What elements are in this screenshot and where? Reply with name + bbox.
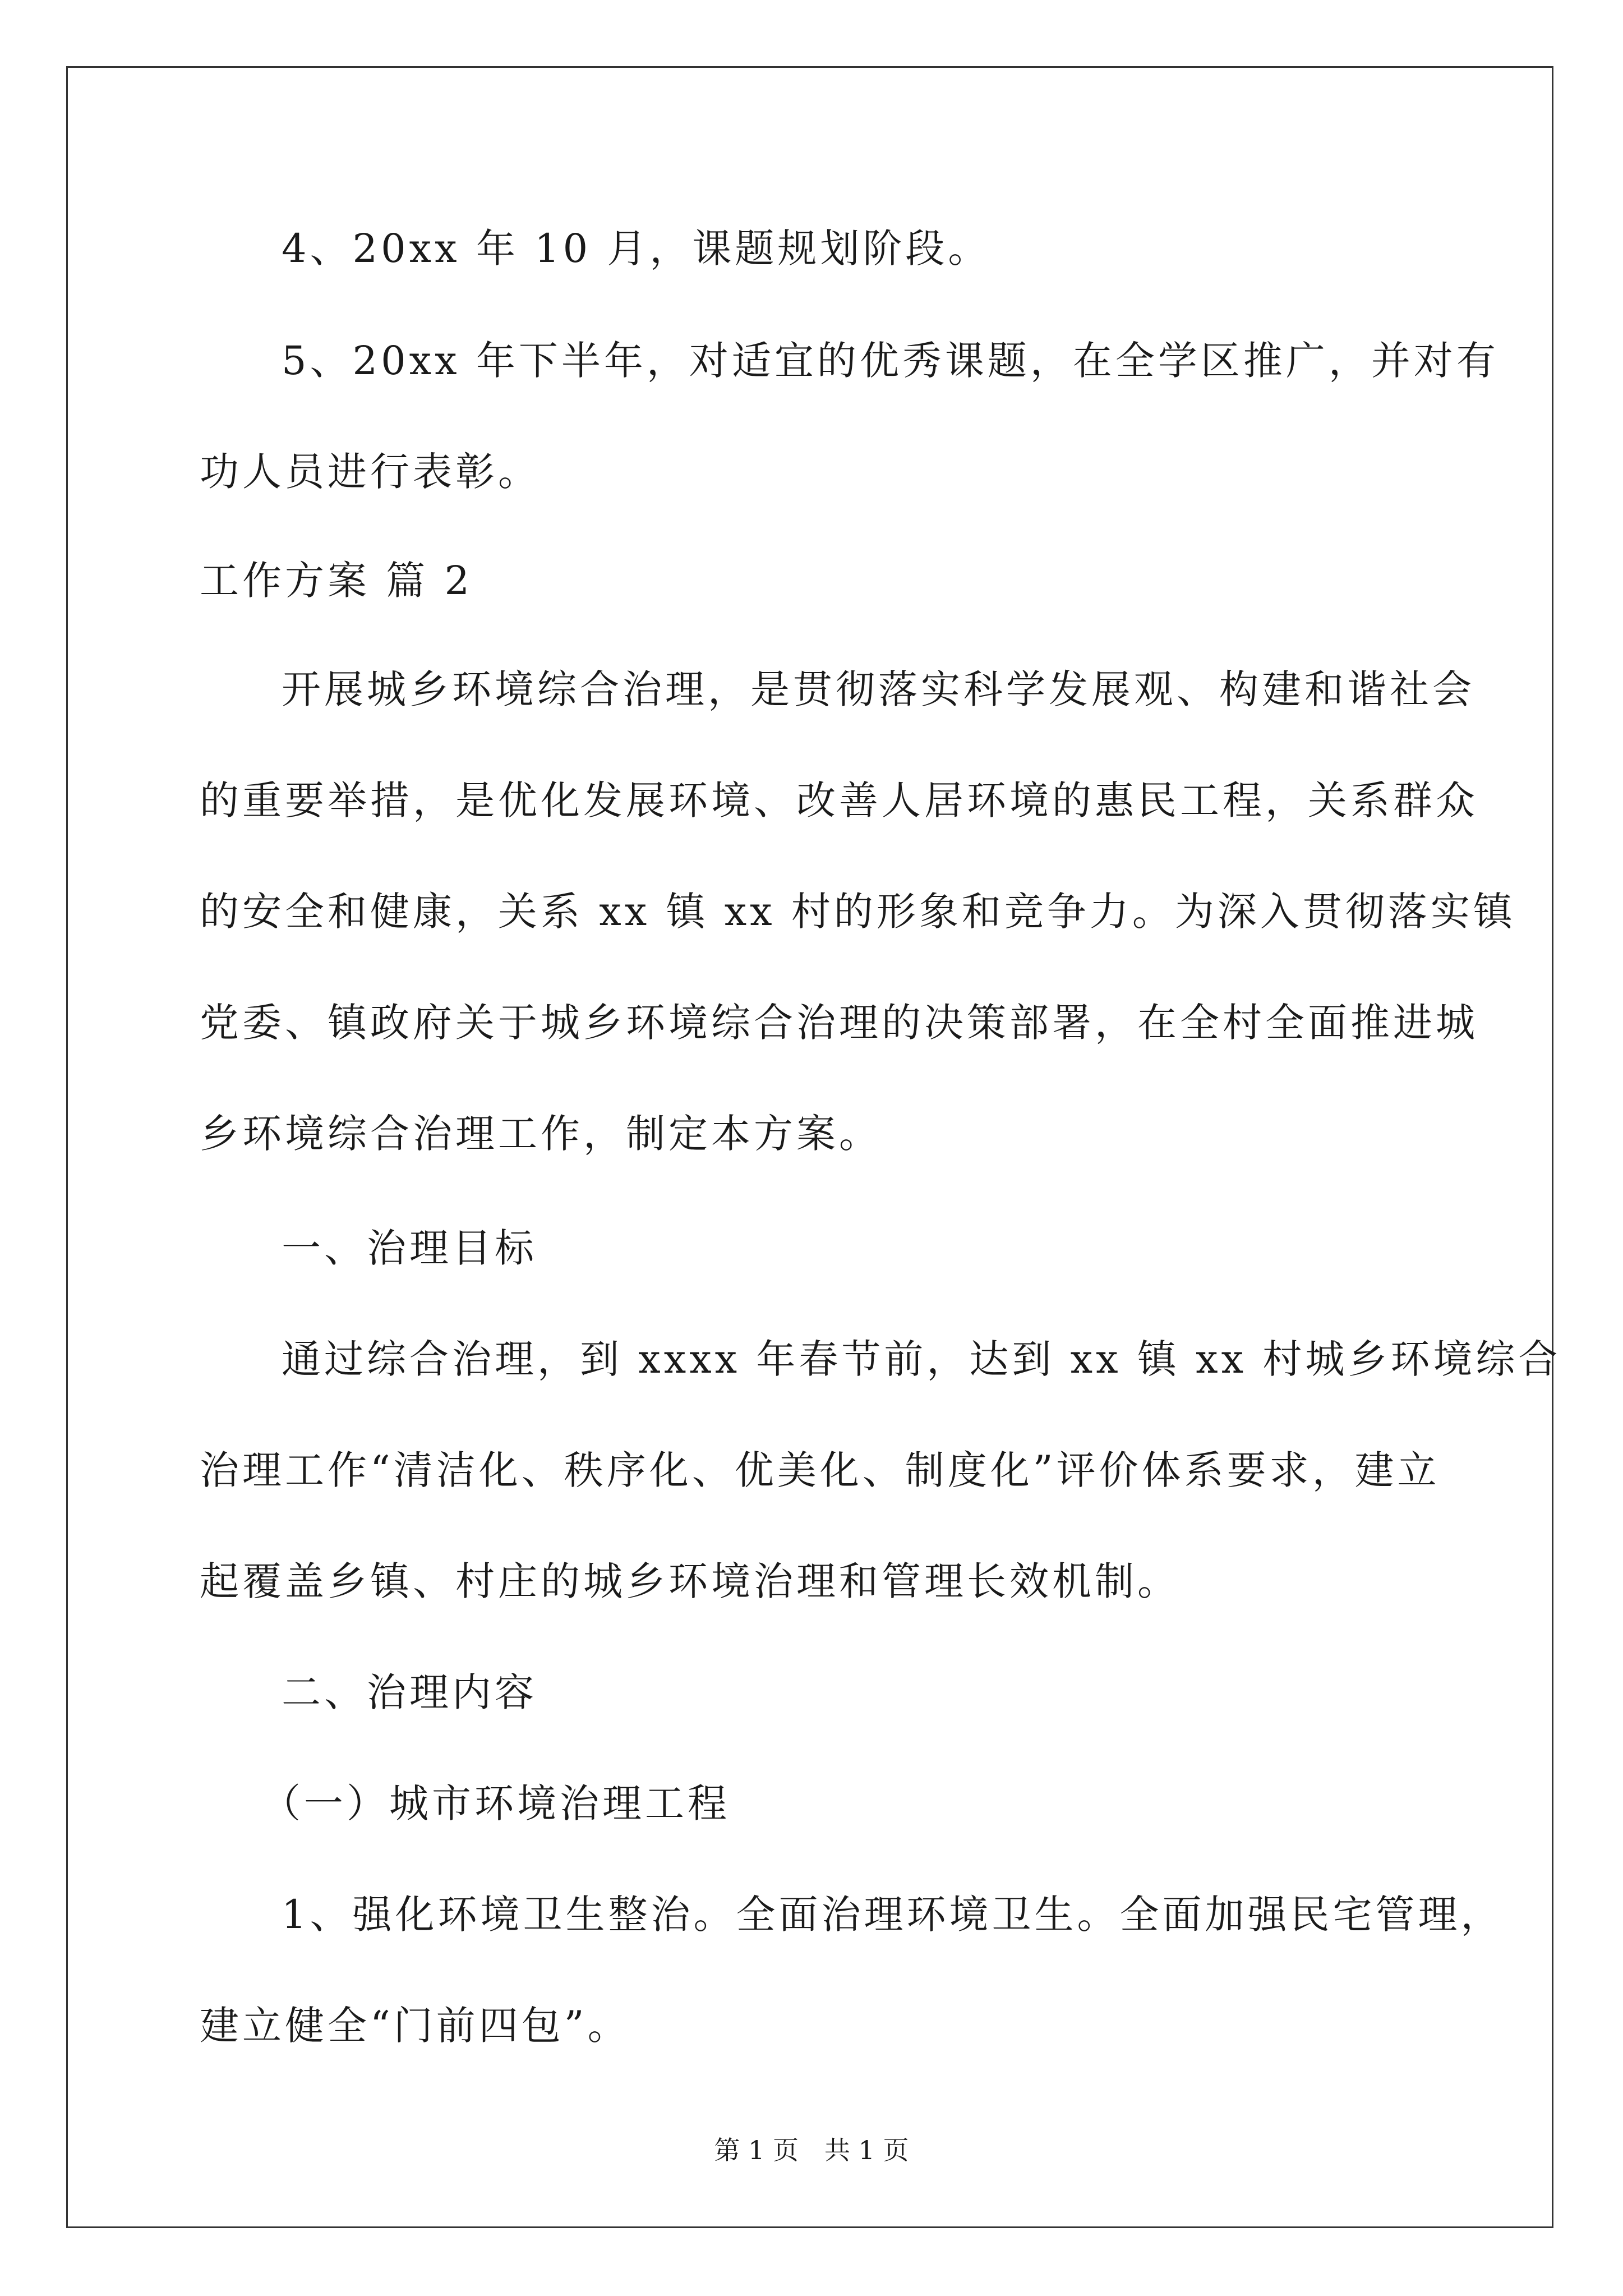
text-line: 治理工作“清洁化、秩序化、优美化、制度化”评价体系要求，建立 [200, 1447, 1440, 1493]
section-heading: 工作方案 篇 2 [200, 558, 473, 604]
text-line: 起覆盖乡镇、村庄的城乡环境治理和管理长效机制。 [200, 1558, 1180, 1604]
text-line: 开展城乡环境综合治理，是贯彻落实科学发展观、构建和谐社会 [282, 666, 1475, 712]
text-line: 功人员进行表彰。 [200, 449, 541, 495]
subheading: 一、治理目标 [282, 1225, 537, 1271]
text-line: 乡环境综合治理工作，制定本方案。 [200, 1111, 882, 1157]
text-line: 通过综合治理，到 xxxx 年春节前，达到 xx 镇 xx 村城乡环境综合 [282, 1336, 1561, 1382]
text-line: 5、20xx 年下半年，对适宜的优秀课题，在全学区推广，并对有 [282, 338, 1499, 384]
text-line: 建立健全“门前四包”。 [200, 2003, 630, 2049]
text-line: 党委、镇政府关于城乡环境综合治理的决策部署，在全村全面推进城 [200, 1000, 1478, 1046]
subheading: （一）城市环境治理工程 [261, 1780, 730, 1826]
text-line: 4、20xx 年 10 月，课题规划阶段。 [282, 226, 991, 272]
page-number-footer: 第 1 页 共 1 页 [714, 2135, 909, 2165]
subheading: 二、治理内容 [282, 1669, 537, 1715]
text-line: 1、强化环境卫生整治。全面治理环境卫生。全面加强民宅管理， [282, 1892, 1504, 1938]
text-line: 的安全和健康，关系 xx 镇 xx 村的形象和竞争力。为深入贯彻落实镇 [200, 889, 1516, 935]
text-line: 的重要举措，是优化发展环境、改善人居环境的惠民工程，关系群众 [200, 777, 1478, 823]
